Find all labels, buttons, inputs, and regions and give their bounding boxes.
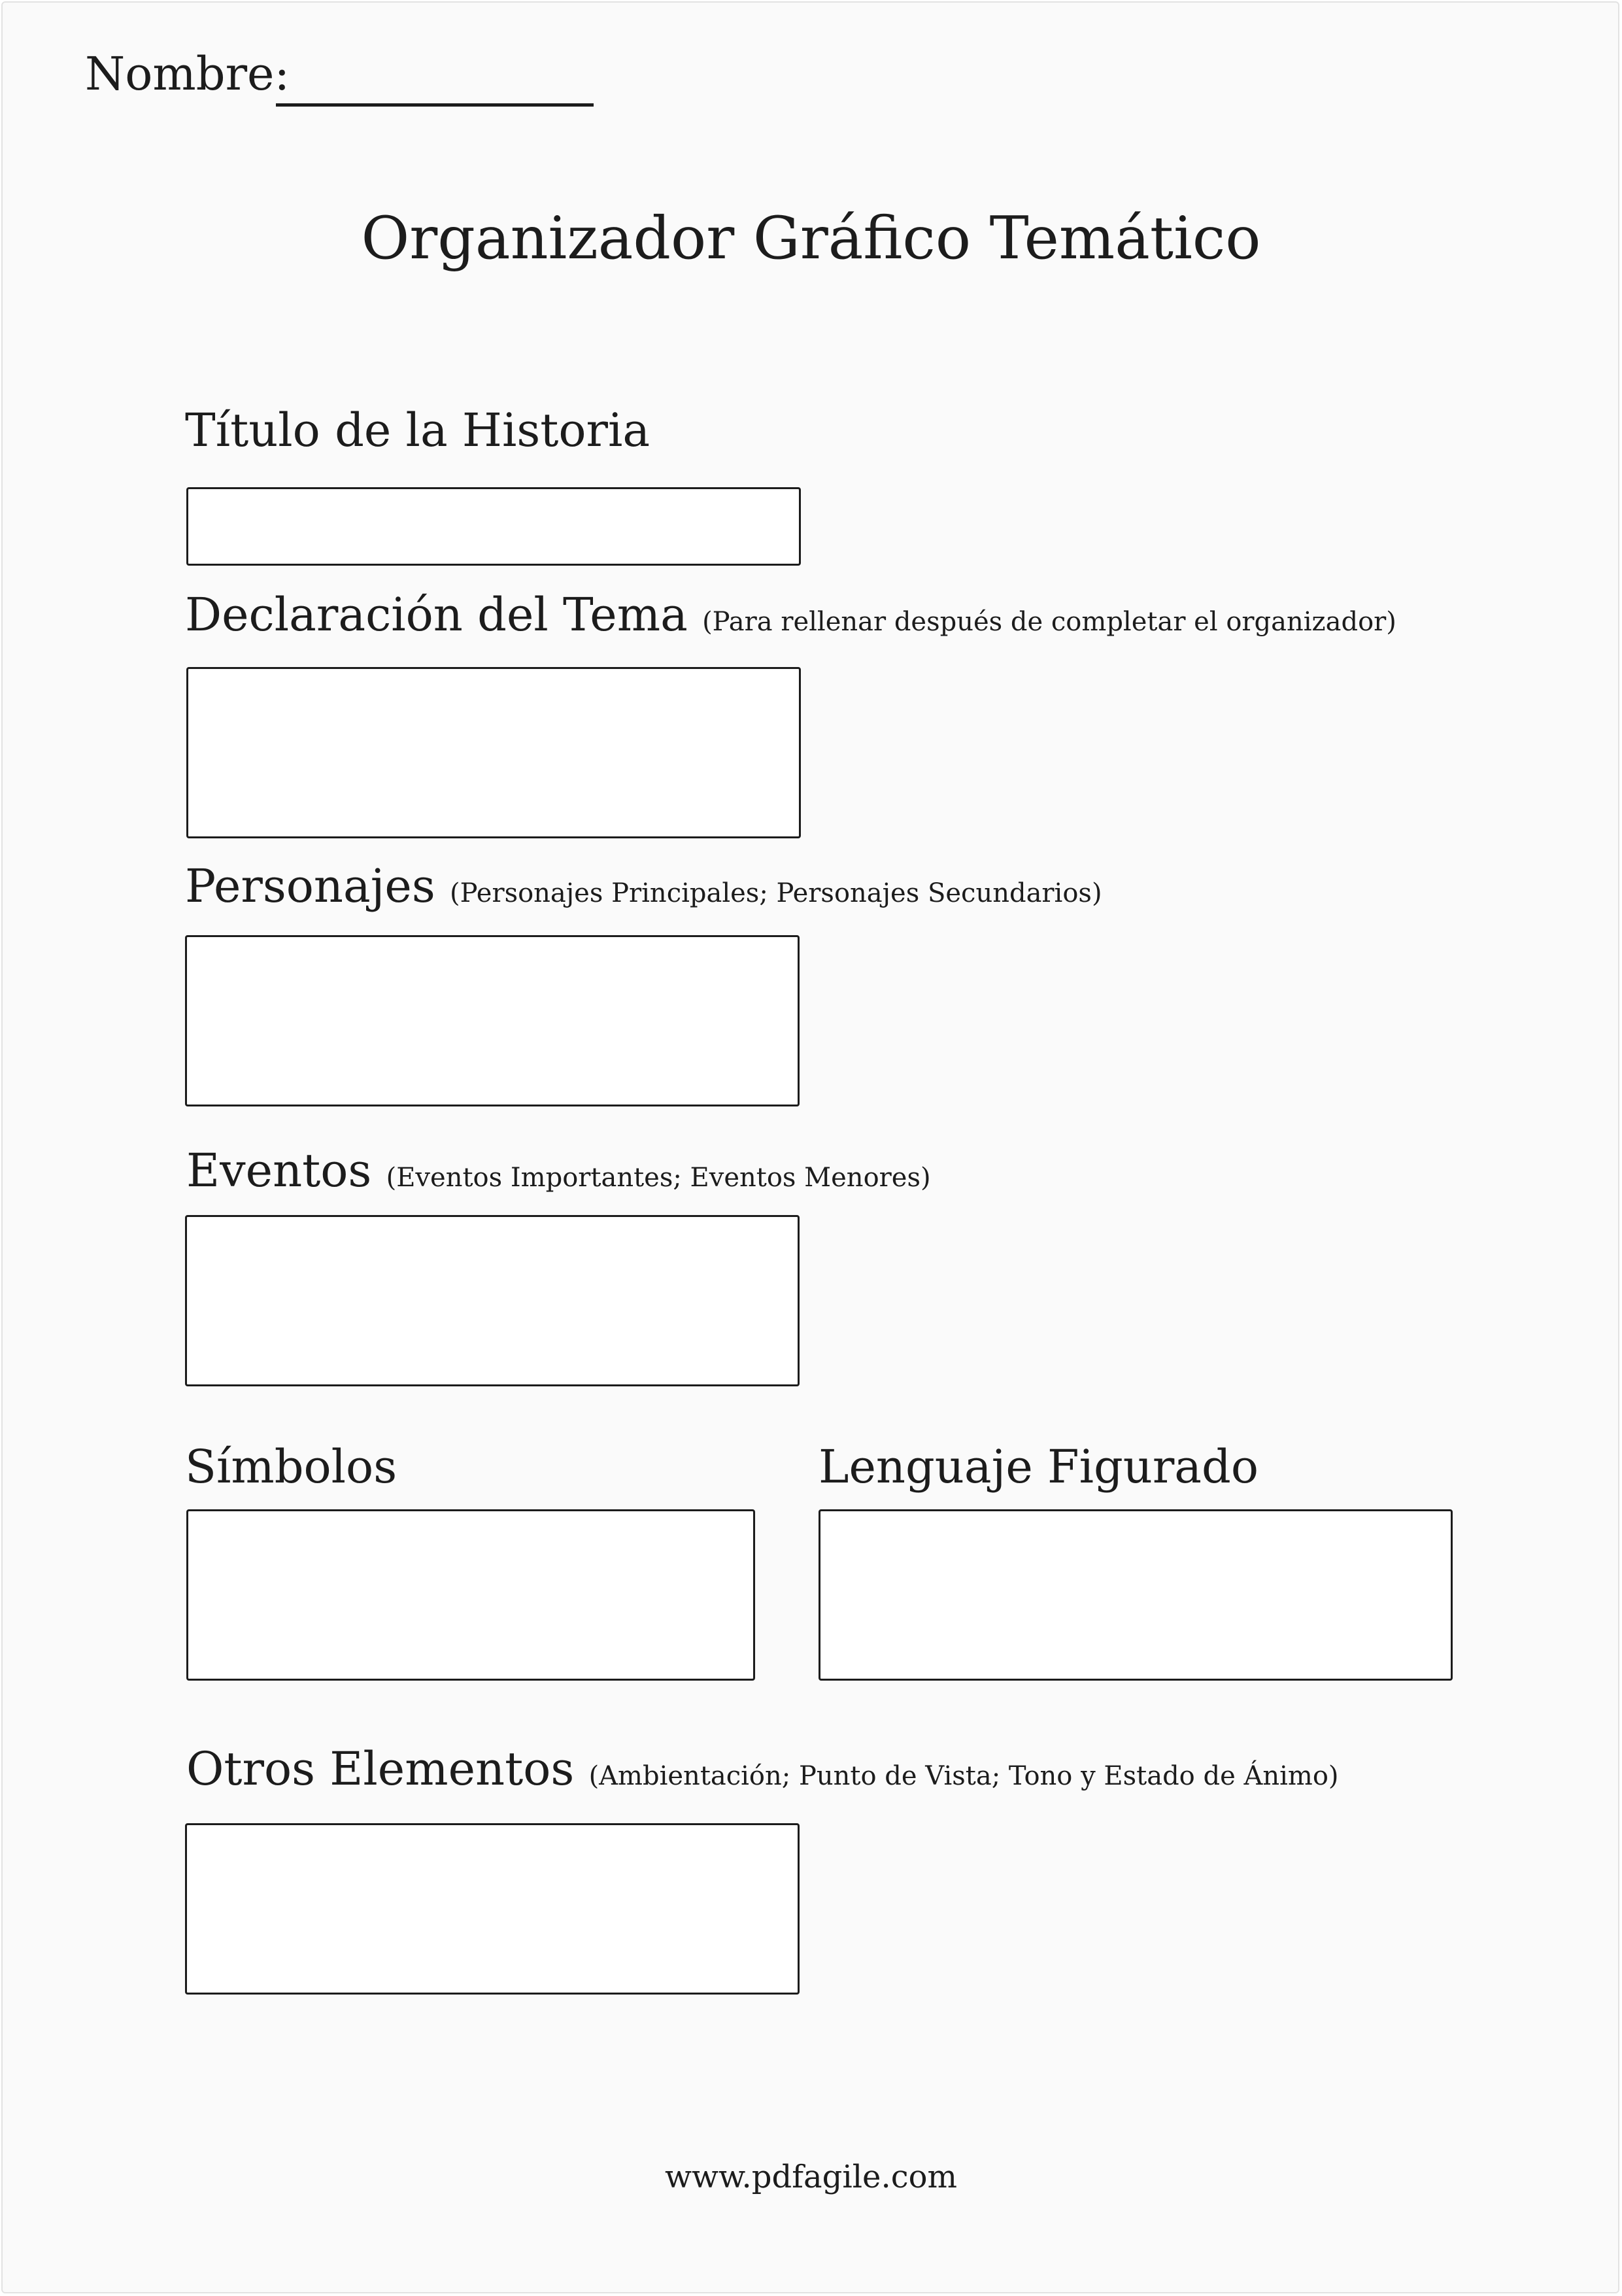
other-elements-heading bbox=[186, 1742, 1339, 1796]
theme-statement-box[interactable] bbox=[186, 667, 801, 838]
symbols-box[interactable] bbox=[186, 1509, 755, 1681]
other-elements-label: Otros Elementos bbox=[186, 1742, 575, 1796]
events-note: (Eventos Importantes; Eventos Menores) bbox=[386, 1163, 931, 1193]
characters-note: (Personajes Principales; Personajes Secundarios) bbox=[450, 878, 1102, 908]
other-elements-box[interactable] bbox=[185, 1823, 800, 1995]
characters-heading bbox=[185, 859, 1102, 913]
theme-statement-note: (Para rellenar después de completar el organizador) bbox=[702, 607, 1396, 637]
story-title-label: Título de la Historia bbox=[185, 403, 650, 457]
figurative-language-heading bbox=[819, 1440, 1259, 1494]
story-title-heading bbox=[185, 403, 650, 457]
events-box[interactable] bbox=[185, 1215, 800, 1386]
name-input-line[interactable] bbox=[276, 103, 594, 107]
page-title: Organizador Gráfico Temático bbox=[361, 204, 1261, 273]
theme-statement-label: Declaración del Tema bbox=[185, 588, 688, 642]
characters-box[interactable] bbox=[185, 935, 800, 1106]
name-label: Nombre: bbox=[85, 47, 290, 101]
characters-label: Personajes bbox=[185, 859, 435, 913]
footer-url: www.pdfagile.com bbox=[664, 2159, 958, 2195]
other-elements-note: (Ambientación; Punto de Vista; Tono y Estado de Ánimo) bbox=[588, 1761, 1339, 1791]
theme-statement-heading bbox=[185, 588, 1396, 642]
events-label: Eventos bbox=[186, 1144, 372, 1197]
events-heading bbox=[186, 1144, 931, 1197]
figurative-language-label: Lenguaje Figurado bbox=[819, 1440, 1259, 1494]
symbols-heading bbox=[185, 1440, 397, 1494]
story-title-box[interactable] bbox=[186, 487, 801, 566]
symbols-label: Símbolos bbox=[185, 1440, 397, 1494]
figurative-language-box[interactable] bbox=[819, 1509, 1453, 1681]
